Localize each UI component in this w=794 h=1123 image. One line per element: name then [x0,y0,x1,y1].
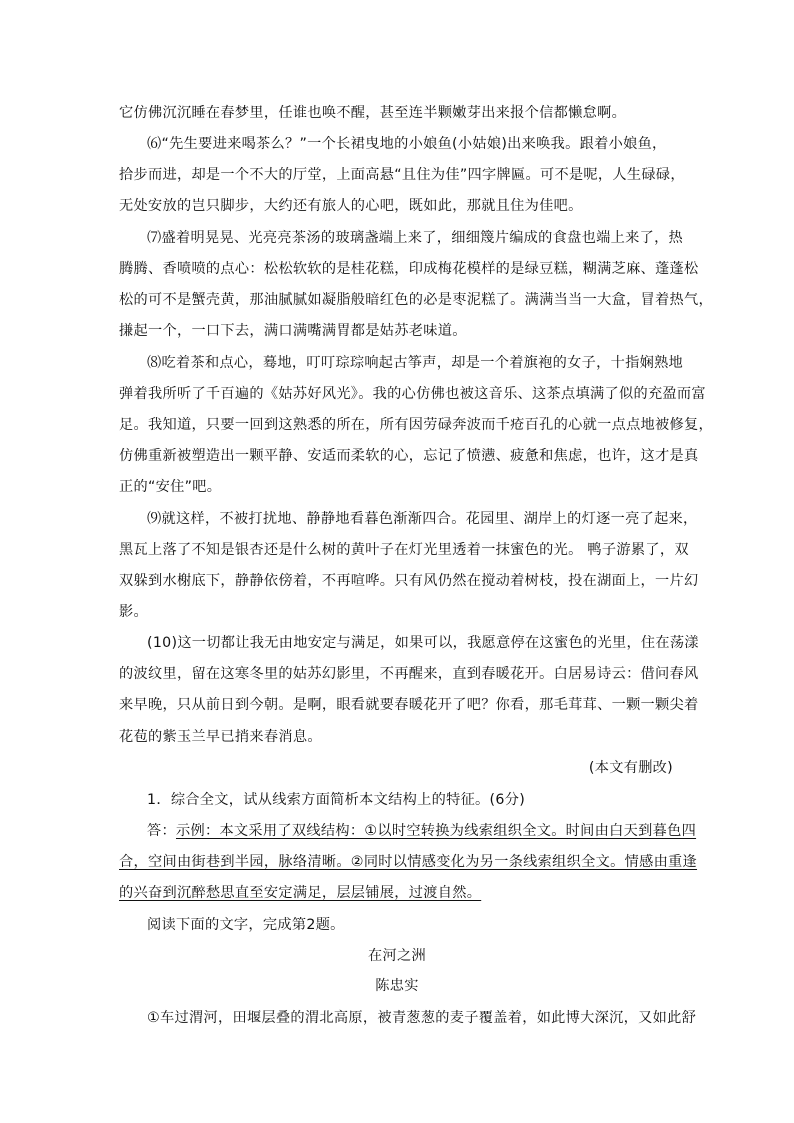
paragraph-line: 花苞的紫玉兰早已捎来春消息。 [119,729,322,745]
paragraph-line: 黑瓦上落了不知是银杏还是什么树的黄叶子在灯光里透着一抹蜜色的光。 鸭子游累了，双 [119,542,689,558]
paragraph-line: ⑺盛着明晃晃、光亮亮茶汤的玻璃盏端上来了，细细篾片编成的食盘也端上来了，热 [147,230,684,246]
paragraph-line: 松的可不是蟹壳黄，那油腻腻如凝脂般暗红色的必是枣泥糕了。满满当当一大盒，冒着热气， [119,292,713,308]
paragraph-line: 双躲到水榭底下，静静依傍着，不再喧哗。只有风仍然在搅动着树枝，投在湖面上，一片幻 [119,573,699,589]
paragraph-line: 影。 [119,604,148,620]
article-author: 陈忠实 [375,978,419,994]
paragraph-line: 的波纹里，留在这寒冬里的姑苏幻影里，不再醒来，直到春暖花开。白居易诗云：借问春风 [119,666,699,682]
paragraph-line: 正的“安住”吧。 [119,479,222,495]
paragraph-line: 足。我知道，只要一回到这熟悉的所在，所有因劳碌奔波而千疮百孔的心就一点点地被修复， [119,417,713,433]
source-note: (本文有删改) [588,760,673,776]
paragraph-line: ⑹“先生要进来喝茶么？”一个长裙曳地的小娘鱼(小姑娘)出来唤我。跟着小娘鱼， [147,136,667,152]
article-title: 在河之洲 [368,948,426,964]
answer-text: 示例：本文采用了双线结构：①以时空转换为线索组织全文。时间由白天到暮色四 [175,823,697,839]
paragraph-line: ⑻吃着茶和点心，蓦地，叮叮琮琮响起古筝声，却是一个着旗袍的女子，十指娴熟地 [147,355,684,371]
paragraph-line: 腾腾、香喷喷的点心：松松软软的是桂花糕，印成梅花模样的是绿豆糕，糊满芝麻、蓬蓬松 [119,261,699,277]
paragraph-line: 无处安放的岂只脚步，大约还有旅人的心吧，既如此，那就且住为佳吧。 [119,198,583,214]
paragraph-line: 来早晚，只从前日到今朝。是啊，眼看就要春暖花开了吧？你看，那毛茸茸、一颗一颗尖着 [119,697,699,713]
answer-line: 的兴奋到沉醉愁思直至安定满足，层层铺展，过渡自然。 [119,885,482,901]
paragraph-line: ①车过渭河，田堰层叠的渭北高原，被青葱葱的麦子覆盖着，如此博大深沉，又如此舒 [147,1010,697,1026]
question-text: 1．综合全文，试从线索方面简析本文结构上的特征。(6分) [147,792,526,808]
paragraph-line: 它仿佛沉沉睡在春梦里，任谁也唤不醒，甚至连半颗嫩芽出来报个信都懒怠啊。 [119,105,627,121]
paragraph-line: 弹着我所听了千百遍的《姑苏好风光》。我的心仿佛也被这音乐、这茶点填满了似的充盈而富 [119,386,706,402]
answer-line: 合，空间由街巷到半园，脉络清晰。②同时以情感变化为另一条线索组织全文。情感由重逢 [119,854,698,870]
paragraph-line: 仿佛重新被塑造出一颗平静、安适而柔软的心，忘记了愤懑、疲惫和焦虑，也许，这才是真 [119,448,699,464]
answer-line [147,821,696,841]
answer-prefix: 答： [147,823,176,839]
paragraph-line: (10)这一切都让我无由地安定与满足，如果可以，我愿意停在这蜜色的光里，住在荡漾 [147,635,699,651]
paragraph-line: ⑼就这样，不被打扰地、静静地看暮色渐渐四合。花园里、湖岸上的灯逐一亮了起来， [147,511,698,527]
instruction-text: 阅读下面的文字，完成第2题。 [147,917,345,933]
paragraph-line: 拾步而进，却是一个不大的厅堂，上面高悬“且住为佳”四字牌匾。可不是呢，人生碌碌， [119,167,685,183]
paragraph-line: 搛起一个，一口下去，满口满嘴满胃都是姑苏老味道。 [119,323,467,339]
